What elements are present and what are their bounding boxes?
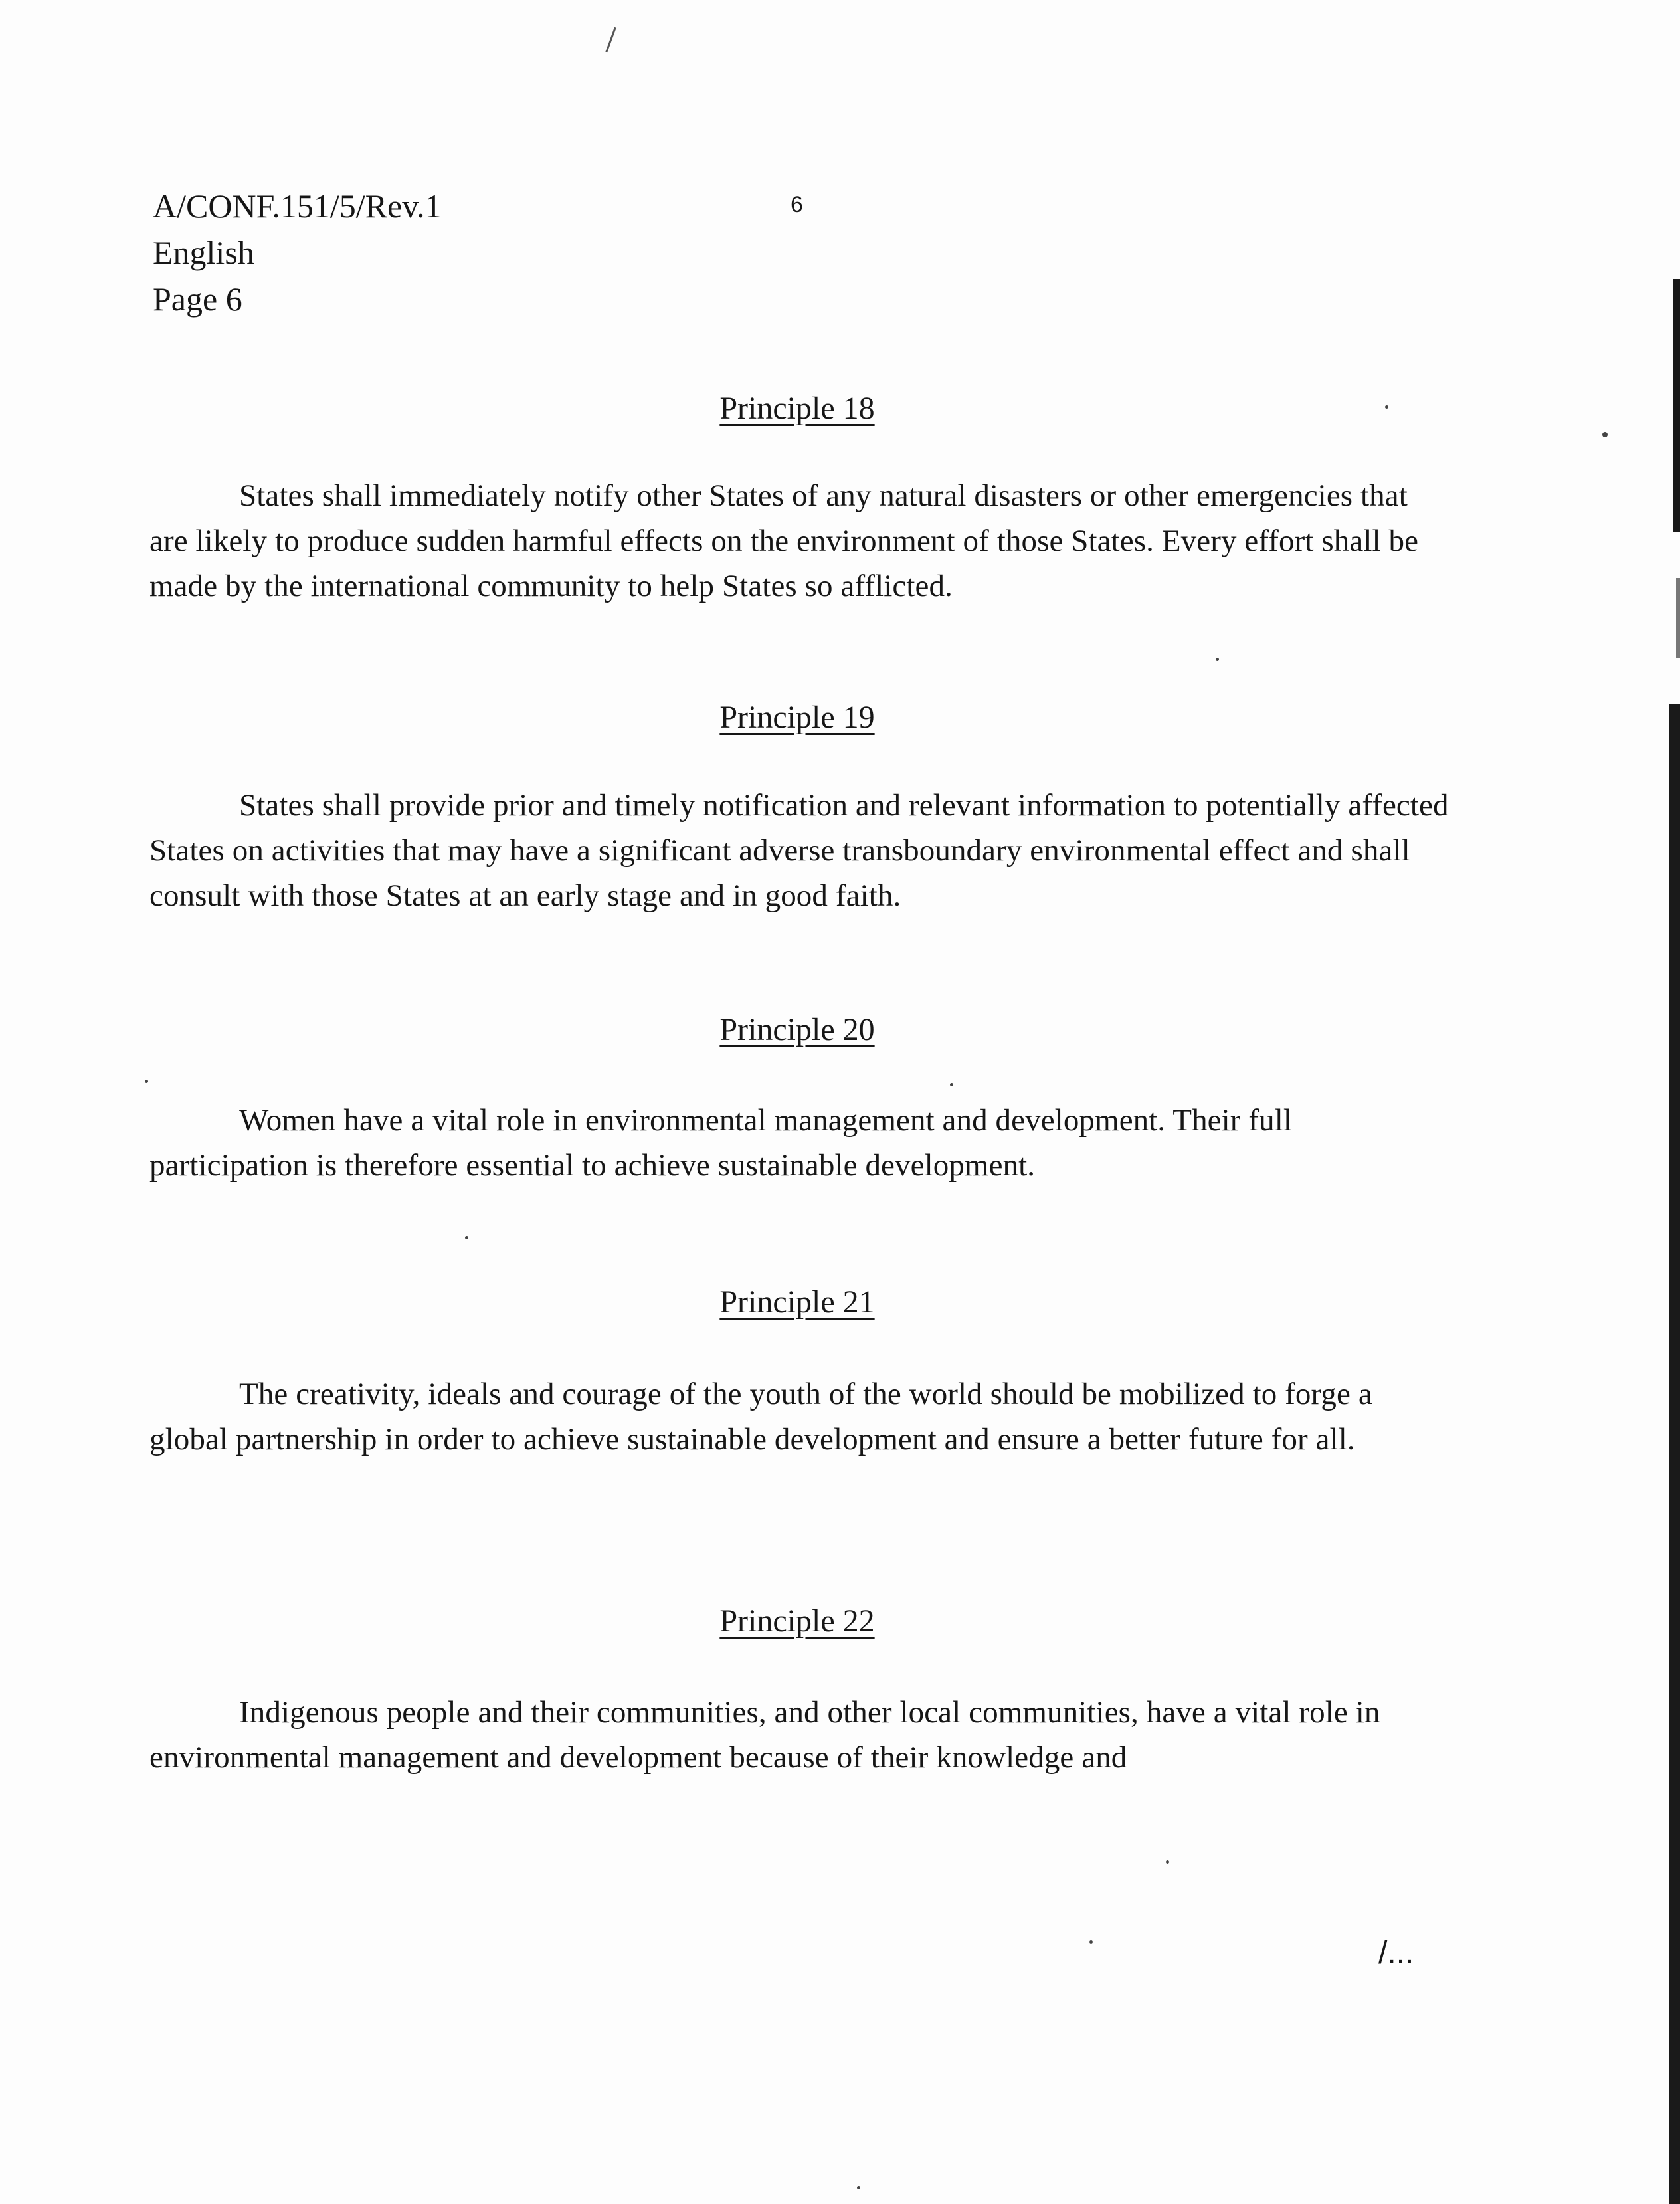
- scan-speck: [1216, 658, 1219, 661]
- principle-title: Principle 21: [719, 1284, 875, 1320]
- principle-text: Indigenous people and their communities, and other local communities, have a vital role in environmental management and development because of their knowledge and: [149, 1695, 1380, 1775]
- document-language: English: [153, 234, 254, 271]
- page-number: 6: [791, 192, 803, 217]
- scan-edge-artifact: [1676, 578, 1680, 658]
- principle-heading: [0, 1282, 1594, 1322]
- scan-speck: [950, 1083, 953, 1086]
- principle-text: The creativity, ideals and courage of the youth of the world should be mobilized to forge a global partnership in order to achieve sustainable development and ensure a better future for all.: [149, 1377, 1372, 1456]
- scan-speck: [465, 1236, 468, 1239]
- scan-speck: [605, 27, 616, 53]
- principle-heading: [0, 698, 1594, 738]
- continuation-mark: /...: [1378, 1936, 1414, 1971]
- principle-title: Principle 18: [719, 391, 875, 426]
- scan-speck: [1602, 432, 1608, 437]
- principle-heading: [0, 1601, 1594, 1641]
- scan-edge-artifact: [1669, 704, 1680, 2204]
- principle-text: States shall provide prior and timely notification and relevant information to potentially affected States on activities that may have a significant adverse transboundary environmental effect and shall consult with those States at an early stage and in good faith.: [149, 788, 1449, 913]
- document-header: [153, 183, 441, 322]
- scan-speck: [1166, 1860, 1169, 1864]
- scan-edge-artifact: [1673, 279, 1680, 532]
- scan-speck: [145, 1080, 148, 1083]
- principle-heading: [0, 1010, 1594, 1050]
- scan-speck: [1089, 1940, 1093, 1944]
- principle-heading: [0, 389, 1594, 429]
- principle-title: Principle 22: [719, 1603, 875, 1639]
- page-label: Page 6: [153, 280, 242, 318]
- principle-title: Principle 19: [719, 700, 875, 735]
- document-symbol: A/CONF.151/5/Rev.1: [153, 187, 442, 225]
- principle-title: Principle 20: [719, 1012, 875, 1047]
- scan-speck: [1385, 405, 1388, 409]
- principle-text: Women have a vital role in environmental management and development. Their full participation is therefore essential to achieve sustainable development.: [149, 1103, 1293, 1183]
- scan-speck: [857, 2186, 860, 2189]
- principle-text: States shall immediately notify other States of any natural disasters or other emergencies that are likely to produce sudden harmful effects on the environment of those States. Every effort shall be made by the international community to help States so afflicted.: [149, 478, 1419, 603]
